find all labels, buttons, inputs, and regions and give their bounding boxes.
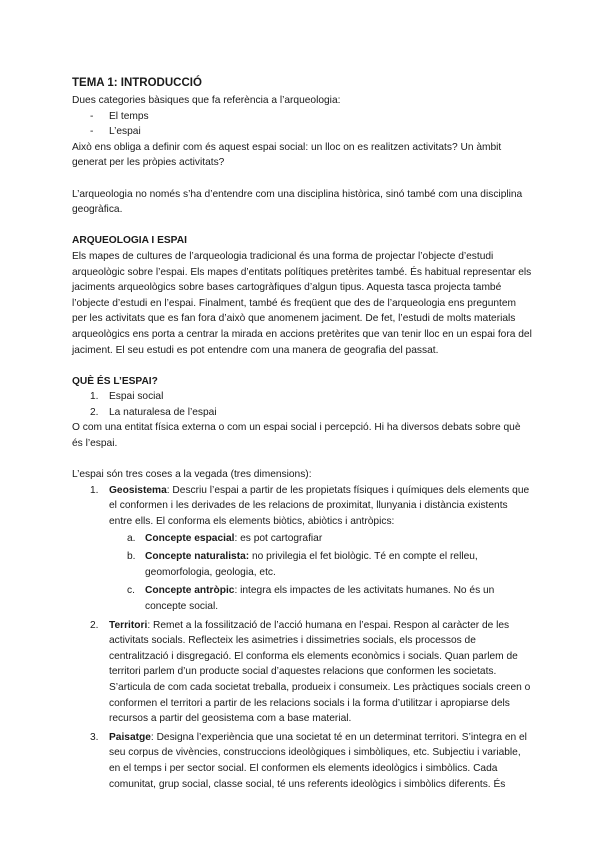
dimension-territori: 2. Territori: Remet a la fossilització de l’acció humana en l’espai. Respon al caràcter de les activitats socials. Reflecteix les asimetries i dissimetries socials, els processos de centralització i disgregació. El conforma els elements econòmics i socials. Quan parlem de territori parlem d’un producte social d’aquestes relacions que conformen les societats. S’articula de com cada societat treballa, produeix i consumeix. Les pràctiques socials creen o conformen el territori a partir de les relacions socials i la forma d’utilitzar i apropiarse dels recursos a partir del geosistema com a base material. [90,619,531,725]
list-item: - El temps [72,109,532,125]
section1-body: Els mapes de cultures de l’arqueologia tradicional és una forma de projectar l’objecte d’estudi arqueològic sobre l’espai. Els mapes d’entitats polítiques pretèrites també. És habitual representar els jaciments arqueològics sobre bases cartogràfiques d’algun tipus. Aquesta tasca projecta també l’objecte d’estudi en l’espai. Finalment, també és freqüent que des de l’arqueologia ens preguntem per les activitats que es fan fora d’això que anomenem jaciment. De fet, l’estudi de molts materials arqueològics ens porta a centrar la mirada en accions pretèrites que van tenir lloc en un espai fora del jaciment. El seu estudi es pot entendre com una manera de geografia del passat. [72,250,532,356]
espai-list [72,389,532,420]
intro-after: Això ens obliga a definir com és aquest espai social: un lloc on es realitzen activitats? Un àmbit generat per les pròpies activitats? [72,141,502,169]
intro-list [72,109,532,140]
page-title: TEMA 1: INTRODUCCIÓ [72,77,202,89]
dash-marker: - [90,126,94,138]
section-heading-arqueologia: ARQUEOLOGIA I ESPAI [72,235,187,247]
list-item: a. Concepte espacial: es pot cartografiar [127,532,323,544]
dimension-geosistema: 1. Geosistema: Descriu l’espai a partir de les propietats físiques i químiques dels elements que el conformen i les derivades de les relacions de proximitat, llunyania i distància existents entre ells. El conforma els elements biòtics, abiòtics i antròpics: a. Concepte espacial: es pot cartografiar b. Concepte naturalista: no privilegia el fet biològic. Té en compte el relleu, geomorfologia, geologia, etc. c. Concepte antròpic: integra els impactes de les activitats humanes. No és un concepte social. [72,483,532,615]
dimension-paisatge: 3. Paisatge: Designa l’experiència que una societat té en un determinat territori. S’integra en el seu corpus de vivències, construccions ideològiques i simbòliques, etc. Subjectiu i variable, en el temps i per sector social. El conformen els elements ideològics i simbòlics. Cada comunitat, grup social, classe social, té uns referents ideològics i simbòlics diferents. És [90,731,527,790]
dims-lead: L’espai són tres coses a la vegada (tres dimensions): [72,469,312,481]
list-item: c. Concepte antròpic: integra els impactes de les activitats humanes. No és un concepte social. [127,585,495,612]
document-content [72,76,532,795]
intro-para2: L’arqueologia no només s’ha d’entendre com una disciplina històrica, sinó també com una disciplina geogràfica. [72,188,523,216]
intro-lead: Dues categories bàsiques que fa referència a l’arqueologia: [72,95,341,106]
term-paisatge: Paisatge [109,731,151,743]
geosistema-sublist [109,531,532,615]
list-item: - L’espai [72,124,532,140]
dimensions-list [72,483,532,792]
list-item: b. Concepte naturalista: no privilegia el fet biològic. Té en compte el relleu, geomorfologia, geologia, etc. [127,551,478,578]
list-item: 2. La naturalesa de l’espai [90,406,217,418]
term-geosistema: Geosistema [109,484,167,496]
dash-marker: - [90,110,94,122]
list-item: 1. Espai social [90,391,164,403]
section2-after: O com una entitat física externa o com un espai social i percepció. Hi ha diversos debats sobre què és l’espai. [72,422,521,450]
term-territori: Territori [109,619,148,631]
section-heading-espai: QUÈ ÉS L’ESPAI? [72,375,158,387]
